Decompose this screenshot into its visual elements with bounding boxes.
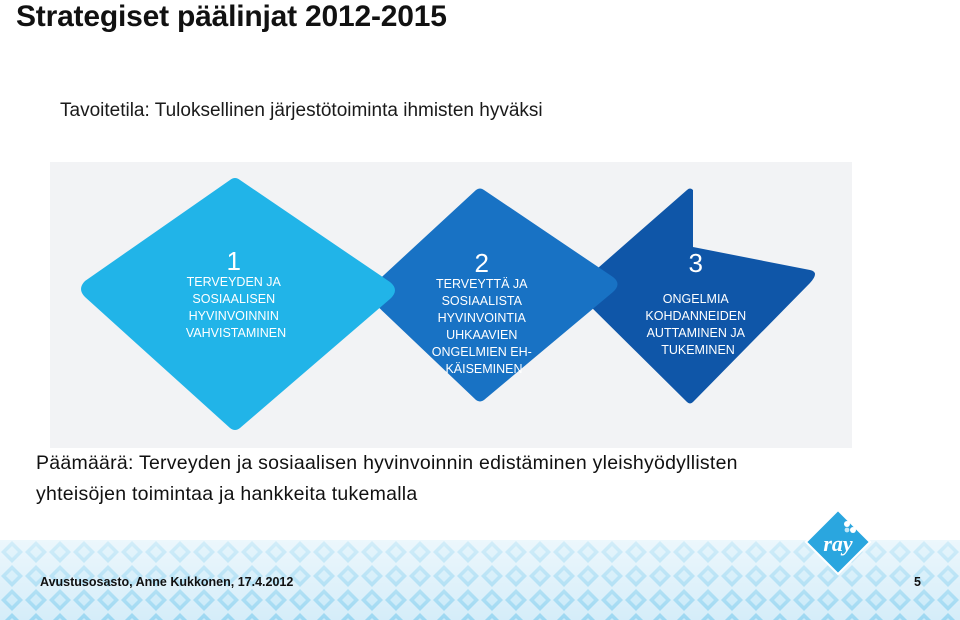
- ray-logo: [800, 506, 876, 578]
- slide-title: Strategiset päälinjat 2012-2015: [16, 0, 447, 33]
- item-2-line-2: SOSIAALISTA: [441, 294, 522, 308]
- item-1-number: 1: [226, 246, 242, 276]
- footer-text: Avustusosasto, Anne Kukkonen, 17.4.2012: [40, 575, 294, 589]
- strategy-diagram-svg: [50, 162, 852, 448]
- item-3-number: 3: [688, 248, 704, 278]
- item-3-line-2: KOHDANNEIDEN: [645, 309, 747, 323]
- slide-subtitle: Tavoitetila: Tuloksellinen järjestötoiminta ihmisten hyväksi: [60, 100, 543, 121]
- item-2-line-5: ONGELMIEN EH-: [431, 345, 532, 359]
- item-1-line-3: HYVINVOINNIN: [188, 309, 279, 323]
- item-2-number: 2: [474, 248, 490, 278]
- strategy-item-2: [369, 189, 618, 402]
- strategy-item-1: [81, 178, 395, 430]
- goal-line-2: yhteisöjen toimintaa ja hankkeita tukemalla: [36, 483, 418, 505]
- item-3-line-4: TUKEMINEN: [661, 343, 735, 357]
- strategy-item-3: [579, 189, 816, 404]
- strategy-diagram: [50, 162, 852, 448]
- item-3-line-3: AUTTAMINEN JA: [646, 326, 745, 340]
- item-2-line-1: TERVEYTTÄ JA: [436, 277, 528, 291]
- item-1-line-1: TERVEYDEN JA: [186, 275, 281, 289]
- page-number: 5: [914, 575, 921, 589]
- item-2-line-4: UHKAAVIEN: [446, 328, 518, 342]
- goal-line-1: Päämäärä: Terveyden ja sosiaalisen hyvinvoinnin edistäminen yleishyödyllisten: [36, 452, 738, 474]
- item-1-line-2: SOSIAALISEN: [192, 292, 276, 306]
- item-2-line-3: HYVINVOINTIA: [437, 311, 526, 325]
- item-3-line-1: ONGELMIA: [662, 292, 729, 306]
- logo-text: ray: [823, 531, 853, 556]
- goal-statement: [36, 448, 826, 510]
- item-2-line-6: KÄISEMINEN: [445, 362, 523, 376]
- item-1-line-4: VAHVISTAMINEN: [185, 326, 287, 340]
